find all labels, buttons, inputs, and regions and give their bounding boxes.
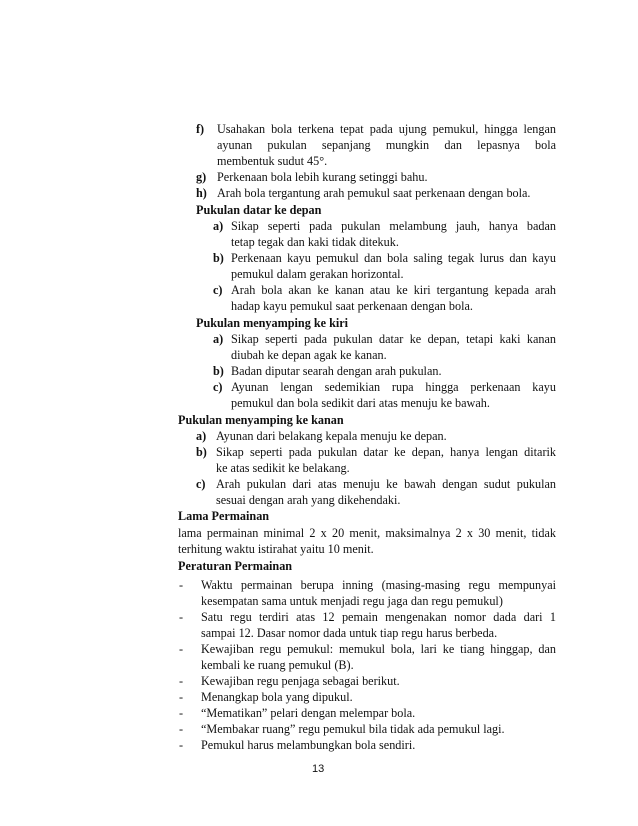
section-heading: Pukulan menyamping ke kiri [196, 316, 349, 330]
list-marker: b) [196, 445, 207, 459]
paragraph-line: terhitung waktu istirahat yaitu 10 menit. [178, 542, 374, 556]
section-heading: Pukulan datar ke depan [196, 203, 322, 217]
bullet-marker: - [179, 610, 184, 624]
list-line: Arah pukulan dari atas menuju ke bawah dengan sudut pukulan [216, 477, 556, 491]
list-marker: f) [196, 122, 205, 136]
list-line: Satu regu terdiri atas 12 pemain mengenakan nomor dada dari 1 [201, 610, 556, 624]
list-line: Perkenaan bola lebih kurang setinggi bahu. [217, 170, 428, 184]
list-line: ke atas sedikit ke belakang. [216, 461, 350, 475]
list-marker: c) [213, 380, 223, 394]
list-marker: b) [213, 364, 224, 378]
list-line: diubah ke depan agak ke kanan. [231, 348, 387, 362]
bullet-marker: - [179, 706, 184, 720]
list-line: Sikap seperti pada pukulan datar ke depan, hanya lengan ditarik [216, 445, 556, 459]
list-line: Ayunan lengan sedemikian rupa hingga perkenaan kayu [231, 380, 556, 394]
list-line: sampai 12. Dasar nomor dada untuk tiap regu harus berbeda. [201, 626, 498, 640]
list-line: Badan diputar searah dengan arah pukulan. [231, 364, 442, 378]
list-line: “Membakar ruang” regu pemukul bila tidak ada pemukul lagi. [201, 722, 505, 736]
list-line: tetap tegak dan kaki tidak ditekuk. [231, 235, 399, 249]
list-marker: a) [213, 219, 224, 233]
list-line: pemukul dalam gerakan horizontal. [231, 267, 404, 281]
list-marker: c) [196, 477, 206, 491]
bullet-marker: - [179, 690, 184, 704]
list-line: Arah bola akan ke kanan atau ke kiri tergantung kepada arah [231, 283, 556, 297]
list-line: Arah bola tergantung arah pemukul saat perkenaan dengan bola. [217, 186, 531, 200]
list-marker: h) [196, 186, 207, 200]
section-heading: Lama Permainan [178, 509, 270, 523]
section-heading: Pukulan menyamping ke kanan [178, 413, 344, 427]
bullet-marker: - [179, 722, 184, 736]
list-marker: a) [196, 429, 207, 443]
list-line: membentuk sudut 45°. [217, 154, 328, 168]
page-number: 13 [312, 763, 325, 775]
list-line: Perkenaan kayu pemukul dan bola saling tegak lurus dan kayu [231, 251, 556, 265]
list-marker: c) [213, 283, 223, 297]
list-line: Kewajiban regu pemukul: memukul bola, lari ke tiang hinggap, dan [201, 642, 556, 656]
list-marker: g) [196, 170, 207, 184]
bullet-marker: - [179, 642, 184, 656]
list-line: hadap kayu pemukul saat perkenaan dengan bola. [231, 299, 473, 313]
list-line: “Mematikan” pelari dengan melempar bola. [201, 706, 416, 720]
list-line: Ayunan dari belakang kepala menuju ke depan. [216, 429, 447, 443]
bullet-marker: - [179, 578, 184, 592]
paragraph-line: lama permainan minimal 2 x 20 menit, maksimalnya 2 x 30 menit, tidak [178, 526, 556, 540]
list-marker: a) [213, 332, 224, 346]
list-line: kembali ke ruang pemukul (B). [201, 658, 354, 672]
list-line: Kewajiban regu penjaga sebagai berikut. [201, 674, 400, 688]
section-heading: Peraturan Permainan [178, 559, 293, 573]
bullet-marker: - [179, 738, 184, 752]
list-line: Menangkap bola yang dipukul. [201, 690, 353, 704]
list-line: sesuai dengan arah yang dikehendaki. [216, 493, 401, 507]
list-line: Waktu permainan berupa inning (masing-masing regu mempunyai [201, 578, 556, 592]
list-line: kesempatan sama untuk menjadi regu jaga dan regu pemukul) [201, 594, 503, 608]
list-line: Usahakan bola terkena tepat pada ujung pemukul, hingga lengan [217, 122, 556, 136]
list-line: pemukul dan bola sedikit dari atas menuju ke bawah. [231, 396, 490, 410]
list-line: Pemukul harus melambungkan bola sendiri. [201, 738, 416, 752]
list-line: Sikap seperti pada pukulan melambung jauh, hanya badan [231, 219, 556, 233]
list-marker: b) [213, 251, 224, 265]
list-line: Sikap seperti pada pukulan datar ke depan, tetapi kaki kanan [231, 332, 556, 346]
bullet-marker: - [179, 674, 184, 688]
list-line: ayunan pukulan sepanjang mungkin dan lepasnya bola [217, 138, 556, 152]
